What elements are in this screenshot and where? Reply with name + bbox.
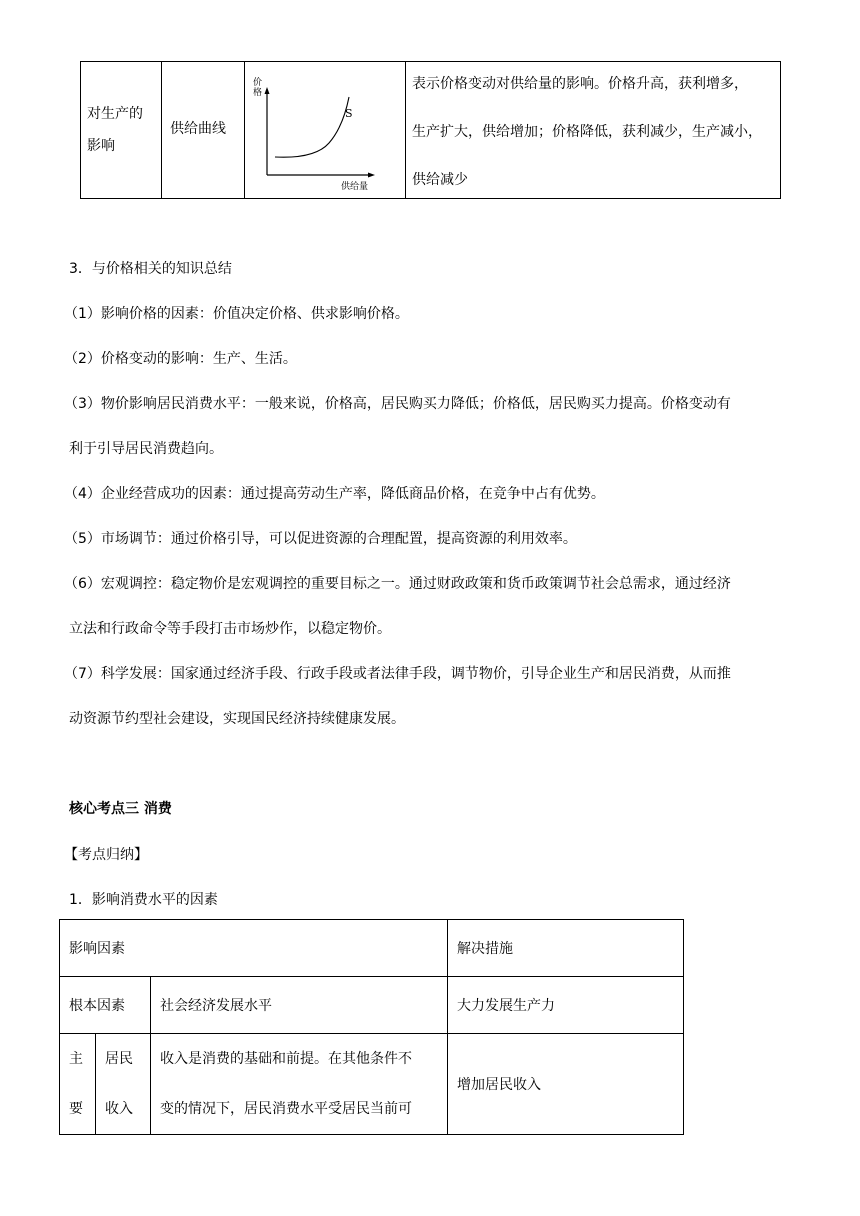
summary-item-7-cont: 动资源节约型社会建设，实现国民经济持续健康发展。: [69, 711, 405, 727]
summary-item-5: （5）市场调节：通过价格引导，可以促进资源的合理配置，提高资源的利用效率。: [64, 531, 577, 547]
description-line2: 生产扩大，供给增加；价格降低，获利减少，生产减小，: [412, 124, 762, 140]
summary-item-6: （6）宏观调控：稳定物价是宏观调控的重要目标之一。通过财政政策和货币政策调节社会总需求，通过经济: [64, 576, 731, 592]
row1-measure-cell: [448, 977, 684, 1034]
supply-row-label: [81, 62, 162, 199]
supply-curve-name: 供给曲线: [170, 121, 226, 137]
row2-measure-cell: [448, 1034, 684, 1135]
summary-item-6-cont: 立法和行政命令等手段打击市场炒作，以稳定物价。: [69, 621, 391, 637]
supply-curve-name-cell: [162, 62, 245, 199]
section-subheading: 1．影响消费水平的因素: [69, 892, 218, 908]
description-line1: 表示价格变动对供给量的影响。价格升高，获利增多，: [412, 76, 748, 92]
supply-curve: [275, 97, 349, 157]
row2-main-line2: 要: [69, 1101, 83, 1117]
row-label-line1: 对生产的: [87, 106, 143, 122]
y-axis-arrow: [265, 87, 270, 94]
description-line3: 供给减少: [412, 172, 468, 188]
supply-description-cell: [406, 62, 781, 199]
supply-table: [80, 61, 781, 199]
header-factor: 影响因素: [69, 941, 125, 957]
y-axis-label: 价 格: [253, 78, 263, 98]
header-measure: 解决措施: [457, 941, 513, 957]
section-title: 核心考点三 消费: [69, 801, 172, 817]
supply-curve-graph: [245, 63, 405, 197]
summary-item-4: （4）企业经营成功的因素：通过提高劳动生产率，降低商品价格，在竞争中占有优势。: [64, 486, 605, 502]
row2-income-cell: [96, 1034, 151, 1135]
summary-heading: 3．与价格相关的知识总结: [69, 261, 232, 277]
row2-desc-line1: 收入是消费的基础和前提。在其他条件不: [160, 1051, 412, 1067]
row1-level: 社会经济发展水平: [160, 998, 272, 1014]
section-tag: 【考点归纳】: [64, 847, 148, 863]
factor-table: [59, 919, 684, 1135]
summary-item-3: （3）物价影响居民消费水平：一般来说，价格高，居民购买力降低；价格低，居民购买力提高。价格变动有: [64, 396, 731, 412]
summary-item-3-cont: 利于引导居民消费趋向。: [69, 441, 223, 457]
row2-main-cell: [60, 1034, 96, 1135]
header-factor-cell: [60, 920, 448, 977]
row2-income-line2: 收入: [105, 1101, 133, 1117]
summary-item-7: （7）科学发展：国家通过经济手段、行政手段或者法律手段，调节物价，引导企业生产和居民消费，从而推: [64, 666, 731, 682]
row2-desc-cell: [151, 1034, 448, 1135]
curve-label: S: [345, 107, 353, 120]
supply-graph-cell: [245, 62, 406, 199]
header-measure-cell: [448, 920, 684, 977]
row1-measure: 大力发展生产力: [457, 998, 555, 1014]
row1-level-cell: [151, 977, 448, 1034]
row2-income-line1: 居民: [105, 1051, 133, 1067]
row2-measure: 增加居民收入: [457, 1077, 541, 1093]
row2-desc-line2: 变的情况下，居民消费水平受居民当前可: [160, 1101, 412, 1117]
row1-factor-cell: [60, 977, 151, 1034]
row2-main-line1: 主: [69, 1051, 83, 1067]
x-axis-arrow: [368, 173, 375, 178]
row1-factor: 根本因素: [69, 998, 125, 1014]
row-label-line2: 影响: [87, 138, 115, 154]
x-axis-label: 供给量: [341, 182, 369, 192]
summary-item-1: （1）影响价格的因素：价值决定价格、供求影响价格。: [64, 306, 409, 322]
summary-item-2: （2）价格变动的影响：生产、生活。: [64, 351, 297, 367]
